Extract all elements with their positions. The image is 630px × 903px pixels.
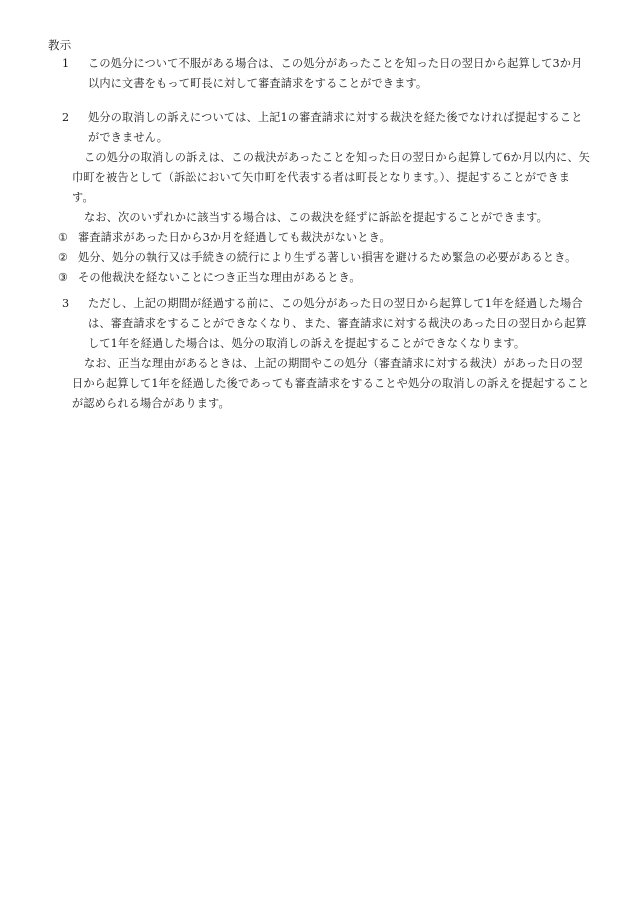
item-paragraph: なお、正当な理由があるときは、上記の期間やこの処分（審査請求に対する裁決）があった日の翌日から起算して1年を経過した後であっても審査請求をすることや処分の取消しの訴えを提起することが認められる場合があります。 xyxy=(72,357,590,410)
notice-item-3 xyxy=(60,294,600,414)
condition-text: 審査請求があった日から3か月を経過しても裁決がないとき。 xyxy=(78,231,391,244)
item-paragraph: ただし、上記の期間が経過する前に、この処分があった日の翌日から起算して1年を経過した場合は、審査請求をすることができなくなり、また、審査請求に対する裁決のあった日の翌日から起算して1年を経過した場合は、処分の取消しの訴えを提起することができなくなります。 xyxy=(88,297,587,350)
condition-item xyxy=(58,228,600,248)
condition-marker: ① xyxy=(58,231,69,244)
document-title: 教示 xyxy=(48,38,72,52)
notice-item-2 xyxy=(60,108,600,288)
condition-text: 処分、処分の執行又は手続きの続行により生ずる著しい損害を避けるため緊急の必要があるとき。 xyxy=(78,251,577,264)
notice-item-1 xyxy=(60,54,600,94)
condition-item xyxy=(58,248,600,268)
item-number: 2 xyxy=(62,111,70,124)
item-paragraph: なお、次のいずれかに該当する場合は、この裁決を経ずに訴訟を提起することができます。 xyxy=(84,211,548,224)
item-paragraph: この処分の取消しの訴えは、この裁決があったことを知った日の翌日から起算して6か月以内に、矢巾町を被告として（訴訟において矢巾町を代表する者は町長となります。）、提起することができます。 xyxy=(72,151,591,204)
condition-list xyxy=(58,228,600,288)
item-number: 1 xyxy=(62,57,70,70)
condition-text: その他裁決を経ないことにつき正当な理由があるとき。 xyxy=(78,271,361,284)
condition-marker: ③ xyxy=(58,271,69,284)
condition-item xyxy=(58,268,600,288)
item-number: 3 xyxy=(62,297,70,310)
item-paragraph: 処分の取消しの訴えについては、上記1の審査請求に対する裁決を経た後でなければ提起することができません。 xyxy=(88,111,583,144)
item-paragraph: この処分について不服がある場合は、この処分があったことを知った日の翌日から起算して3か月以内に文書をもって町長に対して審査請求をすることができます。 xyxy=(88,57,583,90)
condition-marker: ② xyxy=(58,251,69,264)
